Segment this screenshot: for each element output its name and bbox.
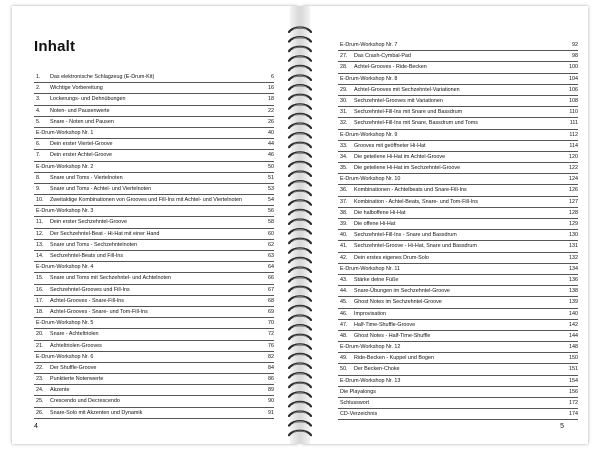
toc-entry-page: 69 bbox=[268, 308, 274, 315]
toc-entry-page: 106 bbox=[569, 86, 578, 93]
toc-entry-page: 100 bbox=[569, 64, 578, 71]
toc-entry-page: 110 bbox=[569, 109, 578, 116]
toc-entry-page: 108 bbox=[569, 97, 578, 104]
toc-entry-page: 122 bbox=[569, 165, 578, 172]
toc-entry-number: 2. bbox=[36, 85, 41, 92]
toc-entry bbox=[34, 385, 274, 396]
toc-entry-title: Crescendo und Decrescendo bbox=[50, 398, 120, 405]
toc-entry-page: 148 bbox=[569, 344, 578, 351]
toc-entry bbox=[338, 197, 578, 208]
toc-entry-title: Wichtige Vorbereitung bbox=[50, 85, 103, 92]
toc-entry-number: 7. bbox=[36, 152, 41, 159]
toc-entry bbox=[338, 152, 578, 163]
spiral-coil bbox=[289, 47, 311, 52]
toc-entry-page: 114 bbox=[569, 142, 578, 149]
toc-entry-title: E-Drum-Workshop Nr. 3 bbox=[36, 208, 94, 215]
toc-entry bbox=[338, 141, 578, 152]
toc-entry-title: Snare - Noten und Pausen bbox=[50, 118, 114, 125]
toc-entry-title: E-Drum-Workshop Nr. 9 bbox=[340, 131, 398, 138]
toc-entry-page: 126 bbox=[569, 187, 578, 194]
toc-entry-number: 38. bbox=[340, 209, 348, 216]
toc-entry-number: 26. bbox=[36, 409, 44, 416]
toc-entry-number: 31. bbox=[340, 109, 348, 116]
toc-entry-title: Half-Time-Shuffle-Groove bbox=[354, 321, 416, 328]
toc-entry-number: 47. bbox=[340, 321, 348, 328]
toc-entry-number: 13. bbox=[36, 241, 44, 248]
spiral-coil bbox=[289, 306, 311, 311]
toc-entry-title: Dein erster Sechzehntel-Groove bbox=[50, 219, 128, 226]
toc-entry bbox=[34, 229, 274, 240]
toc-entry-title: Dein erster Viertel-Groove bbox=[50, 141, 113, 148]
toc-entry-page: 91 bbox=[268, 409, 274, 416]
toc-entry-page: 44 bbox=[268, 141, 274, 148]
toc-entry bbox=[34, 307, 274, 318]
toc-entry-number: 29. bbox=[340, 86, 348, 93]
toc-entry bbox=[34, 285, 274, 296]
page-number-left: 4 bbox=[34, 423, 38, 430]
toc-entry-page: 156 bbox=[569, 388, 578, 395]
toc-entry-number: 39. bbox=[340, 221, 348, 227]
toc-entry bbox=[34, 318, 274, 329]
toc-entry bbox=[338, 85, 578, 96]
toc-entry bbox=[338, 230, 578, 241]
toc-entry bbox=[338, 253, 578, 264]
toc-entry-page: 154 bbox=[569, 377, 578, 384]
toc-entry-title: Lockerungs- und Dehnübungen bbox=[50, 96, 126, 103]
toc-entry-page: 53 bbox=[268, 185, 274, 192]
toc-entry-number: 44. bbox=[340, 288, 348, 295]
toc-entry-number: 24. bbox=[36, 387, 44, 394]
toc-entry-title: Sechzehntel-Groove - Hi-Hat, Snare und Bassdrum bbox=[354, 243, 477, 250]
toc-entry-page: 82 bbox=[268, 353, 274, 360]
toc-right bbox=[338, 40, 578, 420]
toc-entry-title: Die Playalongs bbox=[340, 388, 376, 395]
toc-entry-page: 67 bbox=[268, 286, 274, 293]
toc-entry-page: 140 bbox=[569, 310, 578, 317]
toc-entry-page: 89 bbox=[268, 387, 274, 394]
toc-entry-title: Stärke deine Füße bbox=[354, 276, 399, 283]
spiral-coil bbox=[289, 373, 311, 378]
toc-entry-title: E-Drum-Workshop Nr. 12 bbox=[340, 344, 401, 351]
toc-entry-page: 142 bbox=[569, 321, 578, 328]
toc-entry-page: 174 bbox=[569, 411, 578, 418]
toc-entry-title: Kombination - Achtel-Beats, Snare- und Tom-Fill-Ins bbox=[354, 198, 478, 205]
toc-entry-title: Das elektronische Schlagzeug (E-Drum-Kit) bbox=[50, 74, 155, 80]
toc-entry-number: 33. bbox=[340, 142, 348, 149]
toc-entry-title: Kombinationen - Achtelbeats und Snare-Fill-Ins bbox=[354, 187, 467, 194]
toc-entry-page: 111 bbox=[569, 120, 578, 127]
toc-entry-page: 46 bbox=[268, 152, 274, 159]
toc-entry bbox=[338, 241, 578, 252]
spiral-coil bbox=[289, 258, 311, 263]
toc-entry bbox=[34, 240, 274, 251]
toc-entry-number: 25. bbox=[36, 398, 44, 405]
spiral-coil bbox=[289, 114, 311, 119]
page-title: Inhalt bbox=[34, 38, 76, 55]
toc-entry bbox=[338, 40, 578, 51]
spiral-coil bbox=[289, 277, 311, 282]
spiral-coil bbox=[289, 66, 311, 71]
toc-entry bbox=[34, 150, 274, 161]
toc-entry bbox=[34, 408, 274, 419]
spiral-coil bbox=[289, 268, 311, 273]
toc-entry-title: Die halboffene Hi-Hat bbox=[354, 209, 406, 216]
toc-entry-page: 40 bbox=[268, 129, 274, 136]
page-number-right: 5 bbox=[560, 423, 564, 430]
toc-entry-title: Achtel-Grooves - Snare- und Tom-Fill-Ins bbox=[50, 308, 148, 315]
spiral-coil bbox=[289, 133, 311, 138]
toc-entry bbox=[338, 96, 578, 107]
toc-entry-number: 12. bbox=[36, 230, 44, 237]
toc-entry bbox=[34, 195, 274, 206]
toc-entry-page: 22 bbox=[268, 107, 274, 114]
spiral-coil bbox=[289, 95, 311, 100]
toc-entry-number: 15. bbox=[36, 275, 44, 282]
toc-entry bbox=[34, 139, 274, 150]
toc-entry bbox=[338, 286, 578, 297]
spiral-coil bbox=[289, 296, 311, 301]
spiral-coil bbox=[289, 104, 311, 109]
toc-entry-page: 132 bbox=[569, 254, 578, 261]
toc-entry-page: 144 bbox=[569, 332, 578, 339]
toc-entry bbox=[338, 264, 578, 275]
toc-entry-number: 5. bbox=[36, 118, 41, 125]
toc-entry-title: Der Becken-Choke bbox=[354, 366, 400, 373]
toc-entry-page: 120 bbox=[569, 153, 578, 160]
toc-entry-number: 20. bbox=[36, 331, 44, 338]
toc-entry-title: Sechzehntel-Beats und Fill-Ins bbox=[50, 253, 124, 259]
toc-entry-title: Der Shuffle-Groove bbox=[50, 364, 97, 371]
spiral-coil bbox=[289, 229, 311, 234]
toc-entry-number: 32. bbox=[340, 120, 348, 127]
toc-entry-page: 150 bbox=[569, 355, 578, 362]
spiral-coil bbox=[289, 37, 311, 42]
toc-entry bbox=[34, 296, 274, 307]
toc-entry-title: E-Drum-Workshop Nr. 10 bbox=[340, 176, 401, 183]
toc-entry bbox=[338, 331, 578, 342]
toc-entry bbox=[338, 409, 578, 420]
toc-entry bbox=[34, 184, 274, 195]
toc-entry-title: Das Crash-Cymbal-Pad bbox=[354, 53, 411, 60]
toc-entry-page: 18 bbox=[268, 96, 274, 103]
spiral-coil bbox=[289, 287, 311, 292]
toc-entry-number: 23. bbox=[36, 376, 44, 383]
toc-entry-number: 6. bbox=[36, 141, 41, 148]
toc-entry bbox=[34, 352, 274, 363]
toc-entry bbox=[338, 219, 578, 230]
spiral-coil bbox=[289, 392, 311, 397]
toc-entry-number: 1. bbox=[36, 74, 41, 80]
spiral-coil bbox=[289, 383, 311, 388]
toc-entry bbox=[338, 107, 578, 118]
toc-entry-title: Grooves mit geöffneter Hi-Hat bbox=[354, 142, 426, 149]
spiral-coil bbox=[289, 325, 311, 330]
spiral-coil bbox=[289, 239, 311, 244]
toc-entry-number: 16. bbox=[36, 286, 44, 293]
toc-entry-title: Achteltriolen-Grooves bbox=[50, 342, 102, 349]
toc-entry bbox=[34, 273, 274, 284]
spiral-coil bbox=[289, 172, 311, 177]
spiral-coil bbox=[289, 354, 311, 359]
toc-entry bbox=[338, 62, 578, 73]
toc-entry-page: 124 bbox=[569, 176, 578, 183]
toc-entry-number: 27. bbox=[340, 53, 348, 60]
toc-entry-page: 134 bbox=[569, 265, 578, 272]
toc-entry-number: 14. bbox=[36, 253, 44, 259]
toc-entry bbox=[338, 309, 578, 320]
toc-entry bbox=[338, 376, 578, 387]
toc-entry-number: 10. bbox=[36, 197, 44, 204]
toc-entry-page: 70 bbox=[268, 320, 274, 327]
spiral-binding bbox=[285, 6, 315, 446]
toc-entry-page: 54 bbox=[268, 197, 274, 204]
spiral-coil bbox=[289, 76, 311, 81]
toc-entry-number: 8. bbox=[36, 174, 41, 181]
toc-entry-title: Die geteilene Hi-Hat im Achtel-Groove bbox=[354, 153, 446, 160]
toc-entry bbox=[34, 217, 274, 228]
toc-entry bbox=[34, 83, 274, 94]
toc-entry bbox=[338, 185, 578, 196]
toc-entry-page: 104 bbox=[569, 75, 578, 82]
toc-entry-title: Dein erstes eigenes Drum-Solo bbox=[354, 254, 429, 261]
toc-entry-title: Snare - Achteltriolen bbox=[50, 331, 99, 338]
toc-entry-title: Sechzehntel-Grooves und Fill-Ins bbox=[50, 286, 130, 293]
toc-entry-page: 68 bbox=[268, 297, 274, 304]
spiral-coil bbox=[289, 56, 311, 61]
toc-entry-title: Ghost Notes - Half-Time-Shuffle bbox=[354, 332, 431, 339]
toc-entry bbox=[338, 74, 578, 85]
toc-entry-page: 130 bbox=[569, 232, 578, 239]
book-spread bbox=[12, 6, 588, 450]
toc-entry bbox=[338, 118, 578, 129]
toc-entry-title: Ride-Becken - Kuppel und Bogen bbox=[354, 355, 435, 362]
toc-entry-page: 58 bbox=[268, 219, 274, 226]
toc-entry-number: 36. bbox=[340, 187, 348, 194]
toc-entry-page: 131 bbox=[569, 243, 578, 250]
toc-entry-page: 128 bbox=[569, 209, 578, 216]
toc-entry-page: 129 bbox=[569, 221, 578, 227]
toc-entry bbox=[338, 320, 578, 331]
spiral-coil bbox=[289, 152, 311, 157]
toc-entry-page: 63 bbox=[268, 253, 274, 259]
toc-entry-title: E-Drum-Workshop Nr. 13 bbox=[340, 377, 401, 384]
toc-entry-title: Achtel-Grooves - Snare-Fill-Ins bbox=[50, 297, 124, 304]
toc-entry-page: 62 bbox=[268, 241, 274, 248]
toc-entry-page: 60 bbox=[268, 230, 274, 237]
toc-entry-page: 127 bbox=[569, 198, 578, 205]
toc-entry-number: 22. bbox=[36, 364, 44, 371]
toc-entry-number: 43. bbox=[340, 276, 348, 283]
toc-entry-title: Achtel-Grooves - Ride-Becken bbox=[354, 64, 427, 71]
toc-entry bbox=[338, 364, 578, 375]
toc-entry-page: 172 bbox=[569, 400, 578, 406]
toc-entry-title: Sechzehntel-Fill-Ins - Snare und Bassdrum bbox=[354, 232, 457, 239]
spiral-coil bbox=[289, 210, 311, 215]
toc-entry-number: 28. bbox=[340, 64, 348, 71]
toc-entry bbox=[338, 398, 578, 409]
toc-entry bbox=[338, 275, 578, 286]
toc-entry-title: Dein erster Achtel-Groove bbox=[50, 152, 113, 159]
toc-entry-page: 72 bbox=[268, 331, 274, 338]
toc-entry-title: Sechzehntel-Fill-Ins mit Snare, Bassdrum und Toms bbox=[354, 120, 478, 127]
spiral-coil bbox=[289, 344, 311, 349]
toc-entry bbox=[34, 128, 274, 139]
toc-entry bbox=[34, 206, 274, 217]
toc-entry bbox=[338, 51, 578, 62]
toc-entry-title: E-Drum-Workshop Nr. 6 bbox=[36, 353, 94, 360]
toc-entry-title: E-Drum-Workshop Nr. 8 bbox=[340, 75, 398, 82]
toc-entry bbox=[338, 353, 578, 364]
toc-entry bbox=[34, 117, 274, 128]
toc-entry-title: Akzente bbox=[50, 387, 70, 394]
toc-entry-title: Die geteilene Hi-Hat im Sechzehntel-Groove bbox=[354, 165, 461, 172]
toc-entry-number: 21. bbox=[36, 342, 44, 349]
toc-entry-title: E-Drum-Workshop Nr. 11 bbox=[340, 265, 401, 272]
toc-entry-number: 35. bbox=[340, 165, 348, 172]
toc-entry-number: 34. bbox=[340, 153, 348, 160]
toc-entry-page: 56 bbox=[268, 208, 274, 215]
toc-entry-number: 50. bbox=[340, 366, 348, 373]
toc-entry-number: 11. bbox=[36, 219, 44, 226]
spiral-coil bbox=[289, 431, 311, 436]
toc-entry-title: Schlusswort bbox=[340, 400, 370, 406]
toc-entry bbox=[34, 72, 274, 83]
toc-entry bbox=[34, 251, 274, 262]
toc-entry-number: 17. bbox=[36, 297, 44, 304]
toc-entry-page: 112 bbox=[569, 131, 578, 138]
toc-entry-title: Improvisation bbox=[354, 310, 387, 317]
left-page bbox=[12, 6, 298, 444]
toc-entry-title: Noten- und Pausenwerte bbox=[50, 107, 110, 114]
toc-entry-page: 86 bbox=[268, 376, 274, 383]
toc-entry-title: E-Drum-Workshop Nr. 4 bbox=[36, 264, 94, 271]
toc-entry-page: 66 bbox=[268, 275, 274, 282]
toc-entry-title: Ghost Notes im Sechzehntel-Groove bbox=[354, 299, 442, 306]
toc-entry-page: 139 bbox=[569, 299, 578, 306]
toc-left bbox=[34, 72, 274, 419]
toc-entry bbox=[338, 387, 578, 398]
toc-entry bbox=[34, 262, 274, 273]
spiral-coil bbox=[289, 124, 311, 129]
spiral-coil bbox=[289, 28, 311, 33]
toc-entry-page: 84 bbox=[268, 364, 274, 371]
toc-entry-number: 37. bbox=[340, 198, 348, 205]
toc-entry-title: CD-Verzeichnis bbox=[340, 411, 378, 418]
toc-entry-title: Punktierte Notenwerte bbox=[50, 376, 104, 383]
toc-entry-title: Snare und Toms - Sechzehntelnoten bbox=[50, 241, 138, 248]
toc-entry-number: 30. bbox=[340, 97, 348, 104]
spiral-coil bbox=[289, 85, 311, 90]
toc-entry-number: 9. bbox=[36, 185, 41, 192]
toc-entry bbox=[34, 396, 274, 407]
toc-entry-number: 41. bbox=[340, 243, 348, 250]
spiral-coil bbox=[289, 191, 311, 196]
toc-entry bbox=[338, 130, 578, 141]
spiral-coil bbox=[289, 248, 311, 253]
toc-entry-title: Achtel-Grooves mit Sechzehntel-Variationen bbox=[354, 86, 460, 93]
toc-entry-number: 48. bbox=[340, 332, 348, 339]
toc-entry bbox=[338, 208, 578, 219]
spiral-coil bbox=[289, 181, 311, 186]
toc-entry-page: 136 bbox=[569, 276, 578, 283]
toc-entry-title: E-Drum-Workshop Nr. 5 bbox=[36, 320, 94, 327]
toc-entry-title: E-Drum-Workshop Nr. 7 bbox=[340, 42, 398, 48]
toc-entry-number: 49. bbox=[340, 355, 348, 362]
spiral-coil bbox=[289, 364, 311, 369]
toc-entry-title: Der Sechzehntel-Beat - Hi-Hat mit einer Hand bbox=[50, 230, 160, 237]
toc-entry-number: 3. bbox=[36, 96, 41, 103]
toc-entry bbox=[34, 173, 274, 184]
toc-entry-page: 151 bbox=[569, 366, 578, 373]
spiral-coil bbox=[289, 143, 311, 148]
toc-entry bbox=[34, 374, 274, 385]
toc-entry bbox=[34, 329, 274, 340]
toc-entry-title: Snare-Übungen im Sechzehntel-Groove bbox=[354, 288, 450, 295]
toc-entry-page: 92 bbox=[572, 42, 578, 48]
toc-entry-page: 51 bbox=[268, 174, 274, 181]
toc-entry bbox=[34, 363, 274, 374]
spiral-coil bbox=[289, 162, 311, 167]
toc-entry-title: Snare und Toms mit Sechzehntel- und Achtelnoten bbox=[50, 275, 171, 282]
toc-entry bbox=[34, 94, 274, 105]
toc-entry-page: 26 bbox=[268, 118, 274, 125]
spiral-coil bbox=[289, 421, 311, 426]
toc-entry-title: E-Drum-Workshop Nr. 2 bbox=[36, 163, 94, 170]
right-page bbox=[302, 6, 588, 444]
toc-entry-page: 90 bbox=[268, 398, 274, 405]
toc-entry-page: 50 bbox=[268, 163, 274, 170]
toc-entry-title: Sechzehntel-Grooves mit Variationen bbox=[354, 97, 443, 104]
toc-entry-page: 16 bbox=[268, 85, 274, 92]
toc-entry-title: Snare und Toms - Viertelnoten bbox=[50, 174, 123, 181]
toc-entry-title: Die offene Hi-Hat bbox=[354, 221, 396, 227]
toc-entry bbox=[338, 163, 578, 174]
toc-entry-page: 6 bbox=[271, 74, 274, 80]
toc-entry-page: 98 bbox=[572, 53, 578, 60]
toc-entry-number: 18. bbox=[36, 308, 44, 315]
spiral-coil bbox=[289, 200, 311, 205]
toc-entry-number: 42. bbox=[340, 254, 348, 261]
toc-entry-title: E-Drum-Workshop Nr. 1 bbox=[36, 129, 94, 136]
toc-entry-page: 64 bbox=[268, 264, 274, 271]
spiral-coil bbox=[289, 402, 311, 407]
toc-entry bbox=[338, 297, 578, 308]
toc-entry-number: 46. bbox=[340, 310, 348, 317]
toc-entry bbox=[338, 342, 578, 353]
toc-entry-number: 45. bbox=[340, 299, 348, 306]
toc-entry-title: Sechzehntel-Fill-Ins mit Snare und Bassdrum bbox=[354, 109, 463, 116]
spiral-coil bbox=[289, 316, 311, 321]
toc-entry-number: 4. bbox=[36, 107, 41, 114]
toc-entry bbox=[34, 341, 274, 352]
toc-entry-number: 40. bbox=[340, 232, 348, 239]
spiral-coil bbox=[289, 412, 311, 417]
toc-entry bbox=[34, 162, 274, 173]
spiral-coil bbox=[289, 220, 311, 225]
toc-entry-title: Snare und Toms - Achtel- und Viertelnoten bbox=[50, 185, 152, 192]
toc-entry bbox=[34, 106, 274, 117]
toc-entry-page: 76 bbox=[268, 342, 274, 349]
toc-entry-title: Zweitaktige Kombinationen von Grooves und Fill-Ins mit Achtel- und Viertelnoten bbox=[50, 197, 242, 204]
toc-entry-title: Snare-Solo mit Akzenten und Dynamik bbox=[50, 409, 143, 416]
spiral-coil bbox=[289, 335, 311, 340]
toc-entry-page: 138 bbox=[569, 288, 578, 295]
toc-entry bbox=[338, 174, 578, 185]
